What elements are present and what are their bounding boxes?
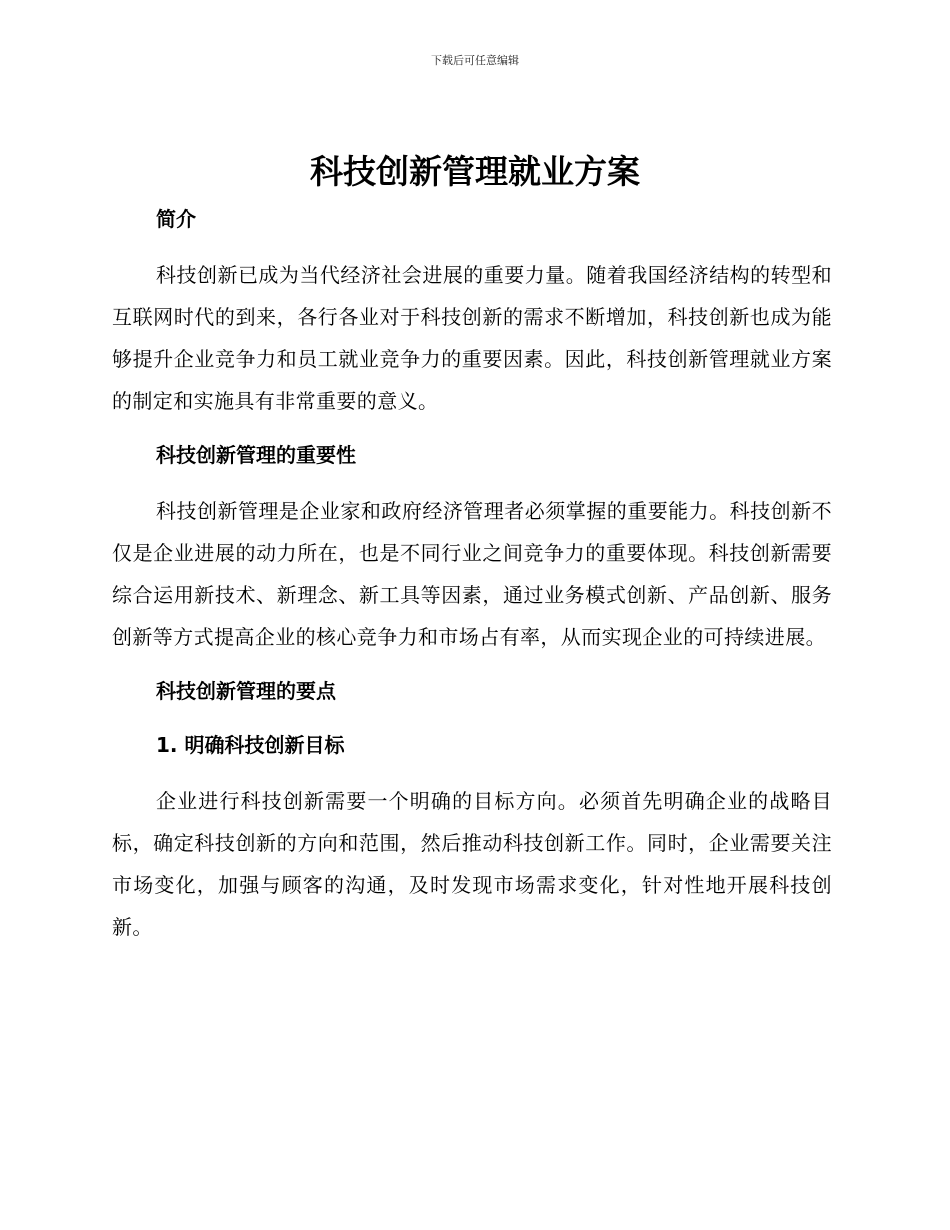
section-paragraph-importance: 科技创新管理是企业家和政府经济管理者必须掌握的重要能力。科技创新不仅是企业进展的动力所在，也是不同行业之间竞争力的重要体现。科技创新需要综合运用新技术、新理念、新工具等因素，通过业务模式创新、产品创新、服务创新等方式提高企业的核心竞争力和市场占有率，从而实现企业的可持续进展。	[112, 499, 832, 649]
section-heading-clear-goals: 1. 明确科技创新目标	[156, 733, 345, 757]
section-heading-intro: 简介	[156, 207, 196, 231]
section-paragraph-clear-goals: 企业进行科技创新需要一个明确的目标方向。必须首先明确企业的战略目标，确定科技创新的方向和范围，然后推动科技创新工作。同时，企业需要关注市场变化，加强与顾客的沟通，及时发现市场需求变化，针对性地开展科技创新。	[112, 789, 832, 939]
page-header: 下载后可任意编辑	[431, 54, 519, 67]
section-paragraph-intro: 科技创新已成为当代经济社会进展的重要力量。随着我国经济结构的转型和互联网时代的到来，各行各业对于科技创新的需求不断增加，科技创新也成为能够提升企业竞争力和员工就业竞争力的重要因素。因此，科技创新管理就业方案的制定和实施具有非常重要的意义。	[112, 263, 832, 413]
document-title: 科技创新管理就业方案	[310, 152, 640, 191]
section-heading-importance: 科技创新管理的重要性	[156, 443, 356, 467]
section-heading-key-points: 科技创新管理的要点	[156, 679, 336, 703]
document-body	[112, 198, 832, 948]
